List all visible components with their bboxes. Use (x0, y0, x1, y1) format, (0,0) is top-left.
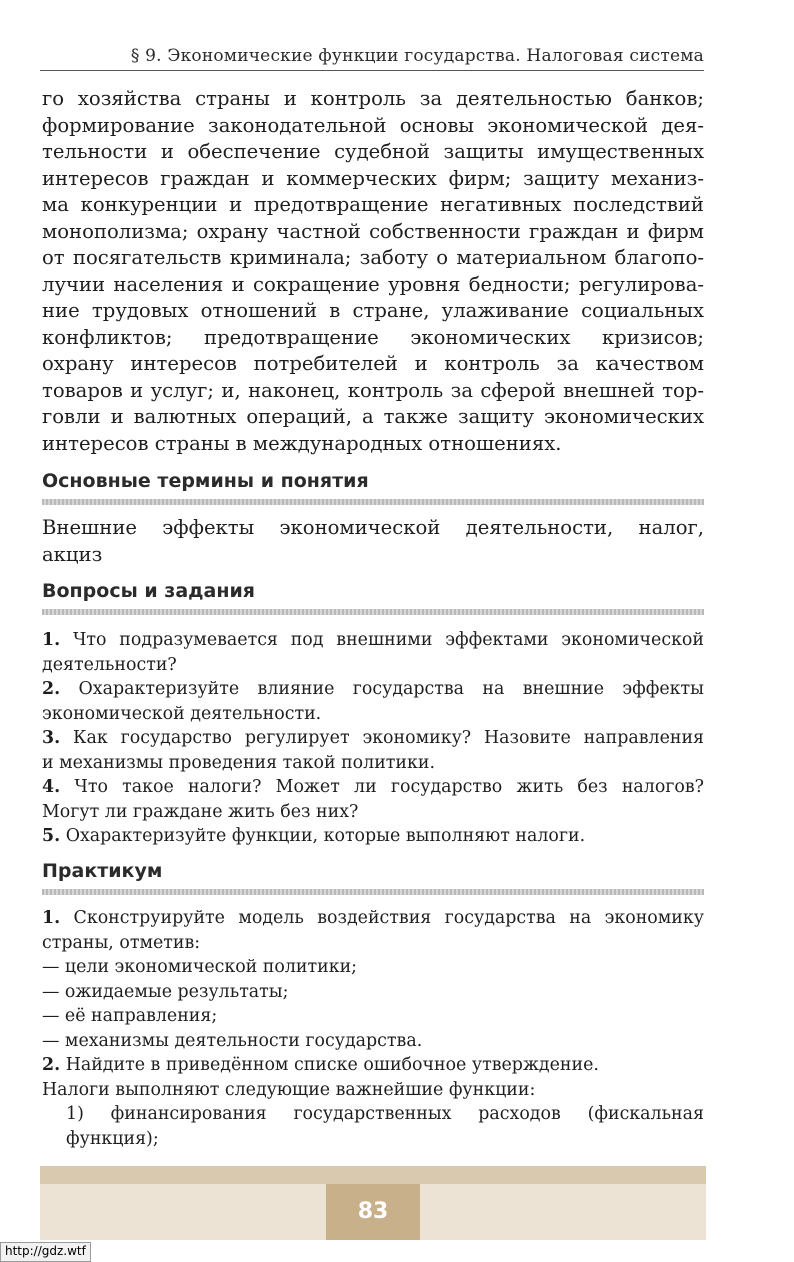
footer-band (40, 1166, 706, 1184)
task-line: Налоги выполняют следующие важнейшие функции: (42, 1079, 536, 1100)
list-item-continuation: экономической деятельности. (42, 703, 322, 724)
item-number: 2. (42, 679, 61, 699)
practicum-heading-bar (42, 889, 704, 895)
questions-heading: Вопросы и задания (42, 580, 255, 602)
sub-item-continuation: функция); (66, 1128, 159, 1149)
list-item-continuation: Могут ли граждане жить без них? (42, 801, 359, 822)
footer-right-panel (420, 1184, 706, 1240)
list-item: 5. Охарактеризуйте функции, которые выполняют налоги. (42, 826, 586, 846)
sub-item: 1) финансирования государственных расходов (фискальная (66, 1104, 704, 1124)
bullet-item: — механизмы деятельности государства. (42, 1030, 423, 1051)
terms-heading: Основные термины и понятия (42, 470, 369, 492)
item-number: 5. (42, 826, 61, 846)
text-line: говли и валютных операций, а также защиту экономических (42, 405, 704, 428)
bullet-item: — её направления; (42, 1006, 218, 1026)
practicum-heading: Практикум (42, 860, 163, 882)
practicum-tasks (42, 906, 704, 1151)
intro-paragraph (42, 86, 704, 457)
task-line: страны, отметив: (42, 932, 201, 953)
text-line: Внешние эффекты экономической деятельности, налог, (42, 516, 704, 539)
item-number: 1. (42, 630, 61, 650)
text-line: го хозяйства страны и контроль за деятельностью банков; (42, 87, 704, 110)
text-line: от посягательств криминала; заботу о материальном благопо- (42, 246, 704, 269)
item-number: 4. (42, 777, 61, 797)
text-line: формирование законодательной основы экономической дея- (42, 113, 704, 137)
list-item: 2. Охарактеризуйте влияние государства на внешние эффекты (42, 679, 704, 699)
questions-heading-bar (42, 609, 704, 615)
task-line: 1. Сконструируйте модель воздействия государства на экономику (42, 908, 704, 928)
footer-left-panel (40, 1184, 326, 1240)
header-rule (40, 70, 704, 71)
text-line: охрану интересов потребителей и контроль за качеством (42, 352, 704, 375)
list-item: 3. Как государство регулирует экономику? Назовите направления (42, 728, 705, 748)
text-line: лучии населения и сокращение уровня бедности; регулирова- (42, 272, 704, 296)
task-line: 2. Найдите в приведённом списке ошибочное утверждение. (42, 1055, 599, 1075)
text-line: акциз (42, 543, 103, 566)
questions-list (42, 628, 704, 849)
item-number: 2. (42, 1055, 61, 1075)
bullet-item: — ожидаемые результаты; (42, 981, 289, 1002)
text-line: тельности и обеспечение судебной защиты имущественных (42, 140, 704, 163)
text-line: ние трудовых отношений в стране, улаживание социальных (42, 299, 704, 322)
running-header: § 9. Экономические функции государства. Налоговая система (130, 46, 704, 66)
text-line: интересов страны в международных отношениях. (42, 431, 562, 455)
terms-list (42, 514, 704, 568)
item-number: 3. (42, 728, 61, 748)
terms-heading-bar (42, 499, 704, 505)
bullet-item: — цели экономической политики; (42, 957, 358, 977)
list-item-continuation: деятельности? (42, 654, 177, 675)
list-item: 1. Что подразумевается под внешними эффектами экономической (42, 630, 704, 650)
list-item-continuation: и механизмы проведения такой политики. (42, 752, 435, 773)
text-line: конфликтов; предотвращение экономических кризисов; (42, 325, 704, 349)
watermark-link[interactable]: http://gdz.wtf (0, 1242, 91, 1262)
list-item: 4. Что такое налоги? Может ли государство жить без налогов? (42, 777, 705, 797)
text-line: товаров и услуг; и, наконец, контроль за сферой внешней тор- (42, 378, 704, 402)
text-line: ма конкуренции и предотвращение негативных последствий (42, 193, 704, 216)
page-number: 83 (326, 1184, 420, 1240)
text-line: интересов граждан и коммерческих фирм; защиту механиз- (42, 166, 704, 190)
item-number: 1. (42, 908, 61, 928)
text-line: монополизма; охрану частной собственности граждан и фирм (42, 219, 704, 243)
